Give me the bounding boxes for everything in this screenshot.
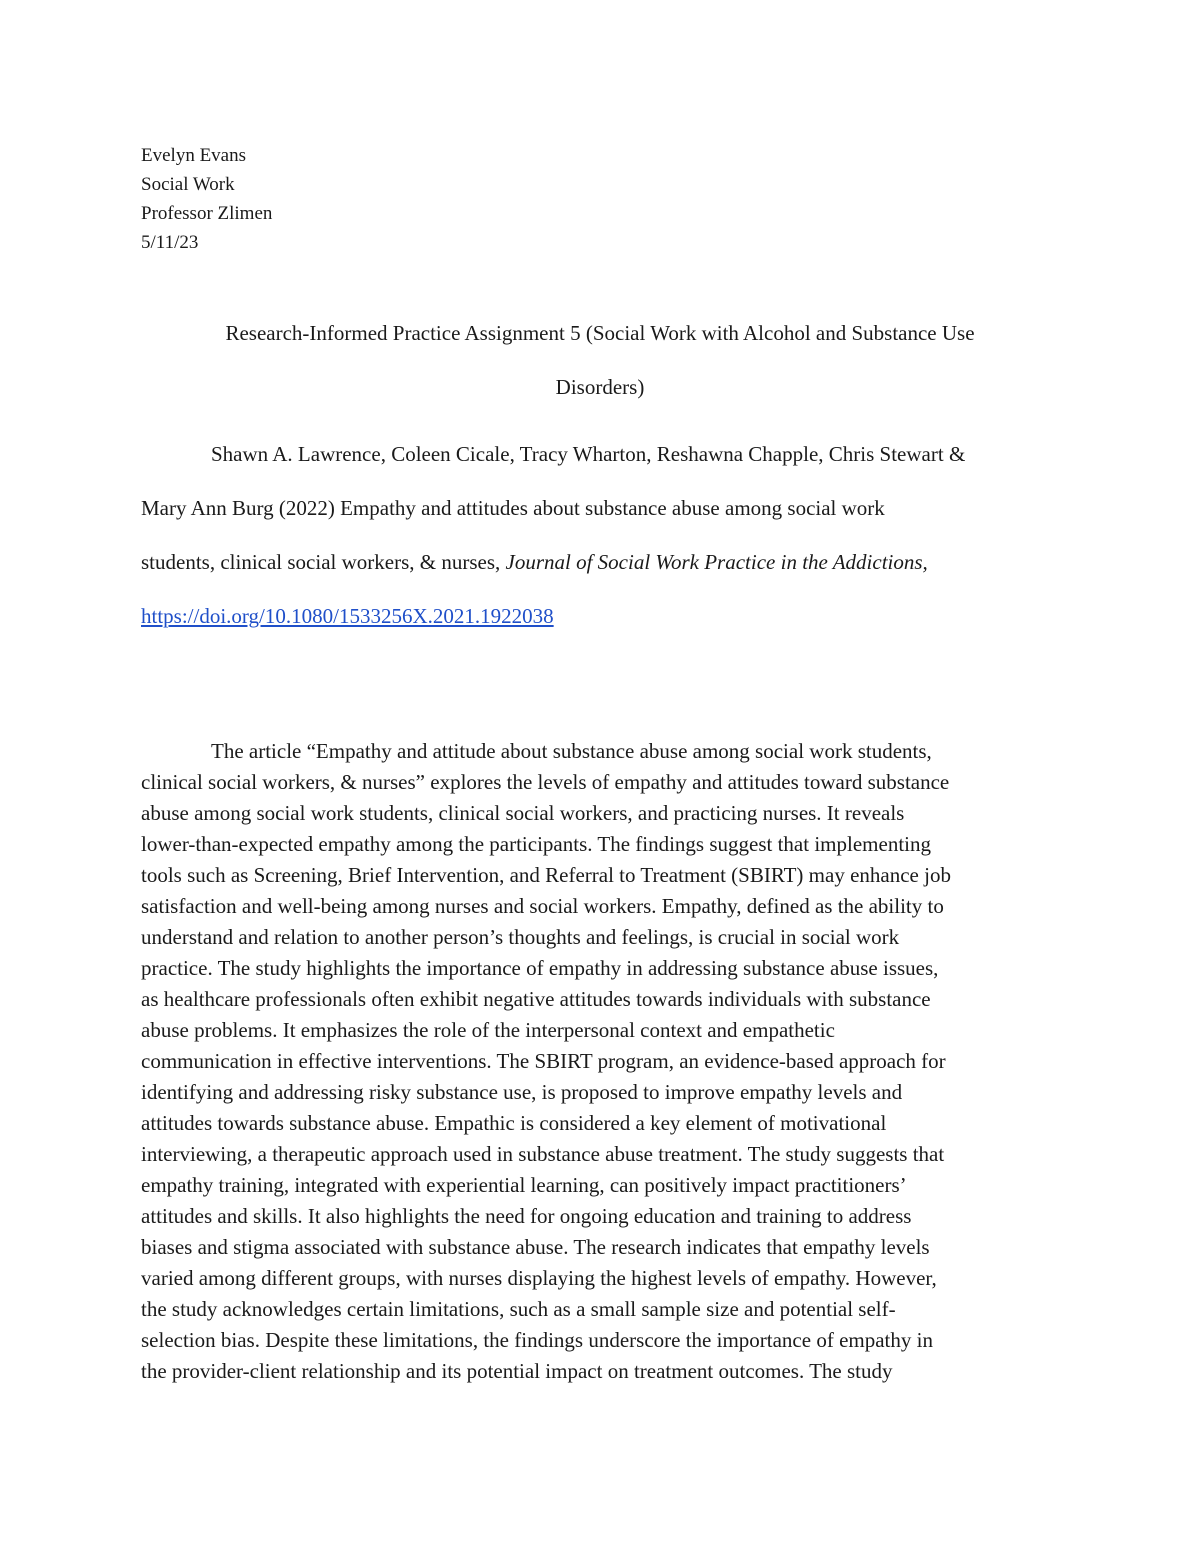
body-line: varied among different groups, with nurses displaying the highest levels of empathy. However,	[141, 1266, 937, 1290]
body-line: selection bias. Despite these limitations, the findings underscore the importance of empathy in	[141, 1328, 933, 1352]
journal-title: Journal of Social Work Practice in the Addictions,	[505, 550, 928, 574]
body-line: abuse among social work students, clinical social workers, and practicing nurses. It reveals	[141, 801, 905, 825]
body-line: the study acknowledges certain limitations, such as a small sample size and potential self-	[141, 1297, 896, 1321]
body-line: understand and relation to another person’s thoughts and feelings, is crucial in social work	[141, 925, 900, 949]
body-line: communication in effective interventions. The SBIRT program, an evidence-based approach for	[141, 1049, 946, 1073]
body-line: lower-than-expected empathy among the participants. The findings suggest that implementing	[141, 832, 931, 856]
citation-line-2: Mary Ann Burg (2022) Empathy and attitudes about substance abuse among social work	[141, 496, 885, 520]
body-line: abuse problems. It emphasizes the role of the interpersonal context and empathetic	[141, 1018, 835, 1042]
author-name: Evelyn Evans	[141, 145, 247, 166]
course-name: Social Work	[141, 174, 235, 195]
professor-name: Professor Zlimen	[141, 203, 273, 224]
body-line: the provider-client relationship and its potential impact on treatment outcomes. The study	[141, 1359, 893, 1383]
body-line: as healthcare professionals often exhibit negative attitudes towards individuals with substance	[141, 987, 931, 1011]
date: 5/11/23	[141, 232, 199, 253]
body-paragraph	[141, 736, 1061, 1387]
citation-line-3	[141, 535, 1071, 589]
citation-line-1: Shawn A. Lawrence, Coleen Cicale, Tracy Wharton, Reshawna Chapple, Chris Stewart &	[211, 442, 966, 466]
body-line: biases and stigma associated with substance abuse. The research indicates that empathy levels	[141, 1235, 930, 1259]
body-line: empathy training, integrated with experiential learning, can positively impact practitioners’	[141, 1173, 907, 1197]
body-line: identifying and addressing risky substance use, is proposed to improve empathy levels and	[141, 1080, 903, 1104]
doi-link[interactable]: https://doi.org/10.1080/1533256X.2021.1922038	[141, 604, 554, 628]
body-line: The article “Empathy and attitude about substance abuse among social work students,	[211, 739, 932, 763]
body-line: interviewing, a therapeutic approach used in substance abuse treatment. The study suggests that	[141, 1142, 945, 1166]
body-line: tools such as Screening, Brief Intervention, and Referral to Treatment (SBIRT) may enhance job	[141, 863, 951, 887]
body-line: clinical social workers, & nurses” explores the levels of empathy and attitudes toward substance	[141, 770, 950, 794]
document-title	[141, 306, 1059, 414]
body-line: attitudes and skills. It also highlights the need for ongoing education and training to address	[141, 1204, 912, 1228]
citation-text: students, clinical social workers, & nurses,	[141, 550, 506, 574]
title-line-2: Disorders)	[555, 375, 645, 399]
header-block	[141, 141, 272, 257]
body-line: satisfaction and well-being among nurses and social workers. Empathy, defined as the ability to	[141, 894, 944, 918]
citation-line-4	[141, 589, 1071, 643]
title-line-1: Research-Informed Practice Assignment 5 (Social Work with Alcohol and Substance Use	[225, 321, 975, 345]
body-line: attitudes towards substance abuse. Empathic is considered a key element of motivational	[141, 1111, 887, 1135]
body-line: practice. The study highlights the importance of empathy in addressing substance abuse issues,	[141, 956, 939, 980]
citation-block	[141, 427, 1071, 643]
